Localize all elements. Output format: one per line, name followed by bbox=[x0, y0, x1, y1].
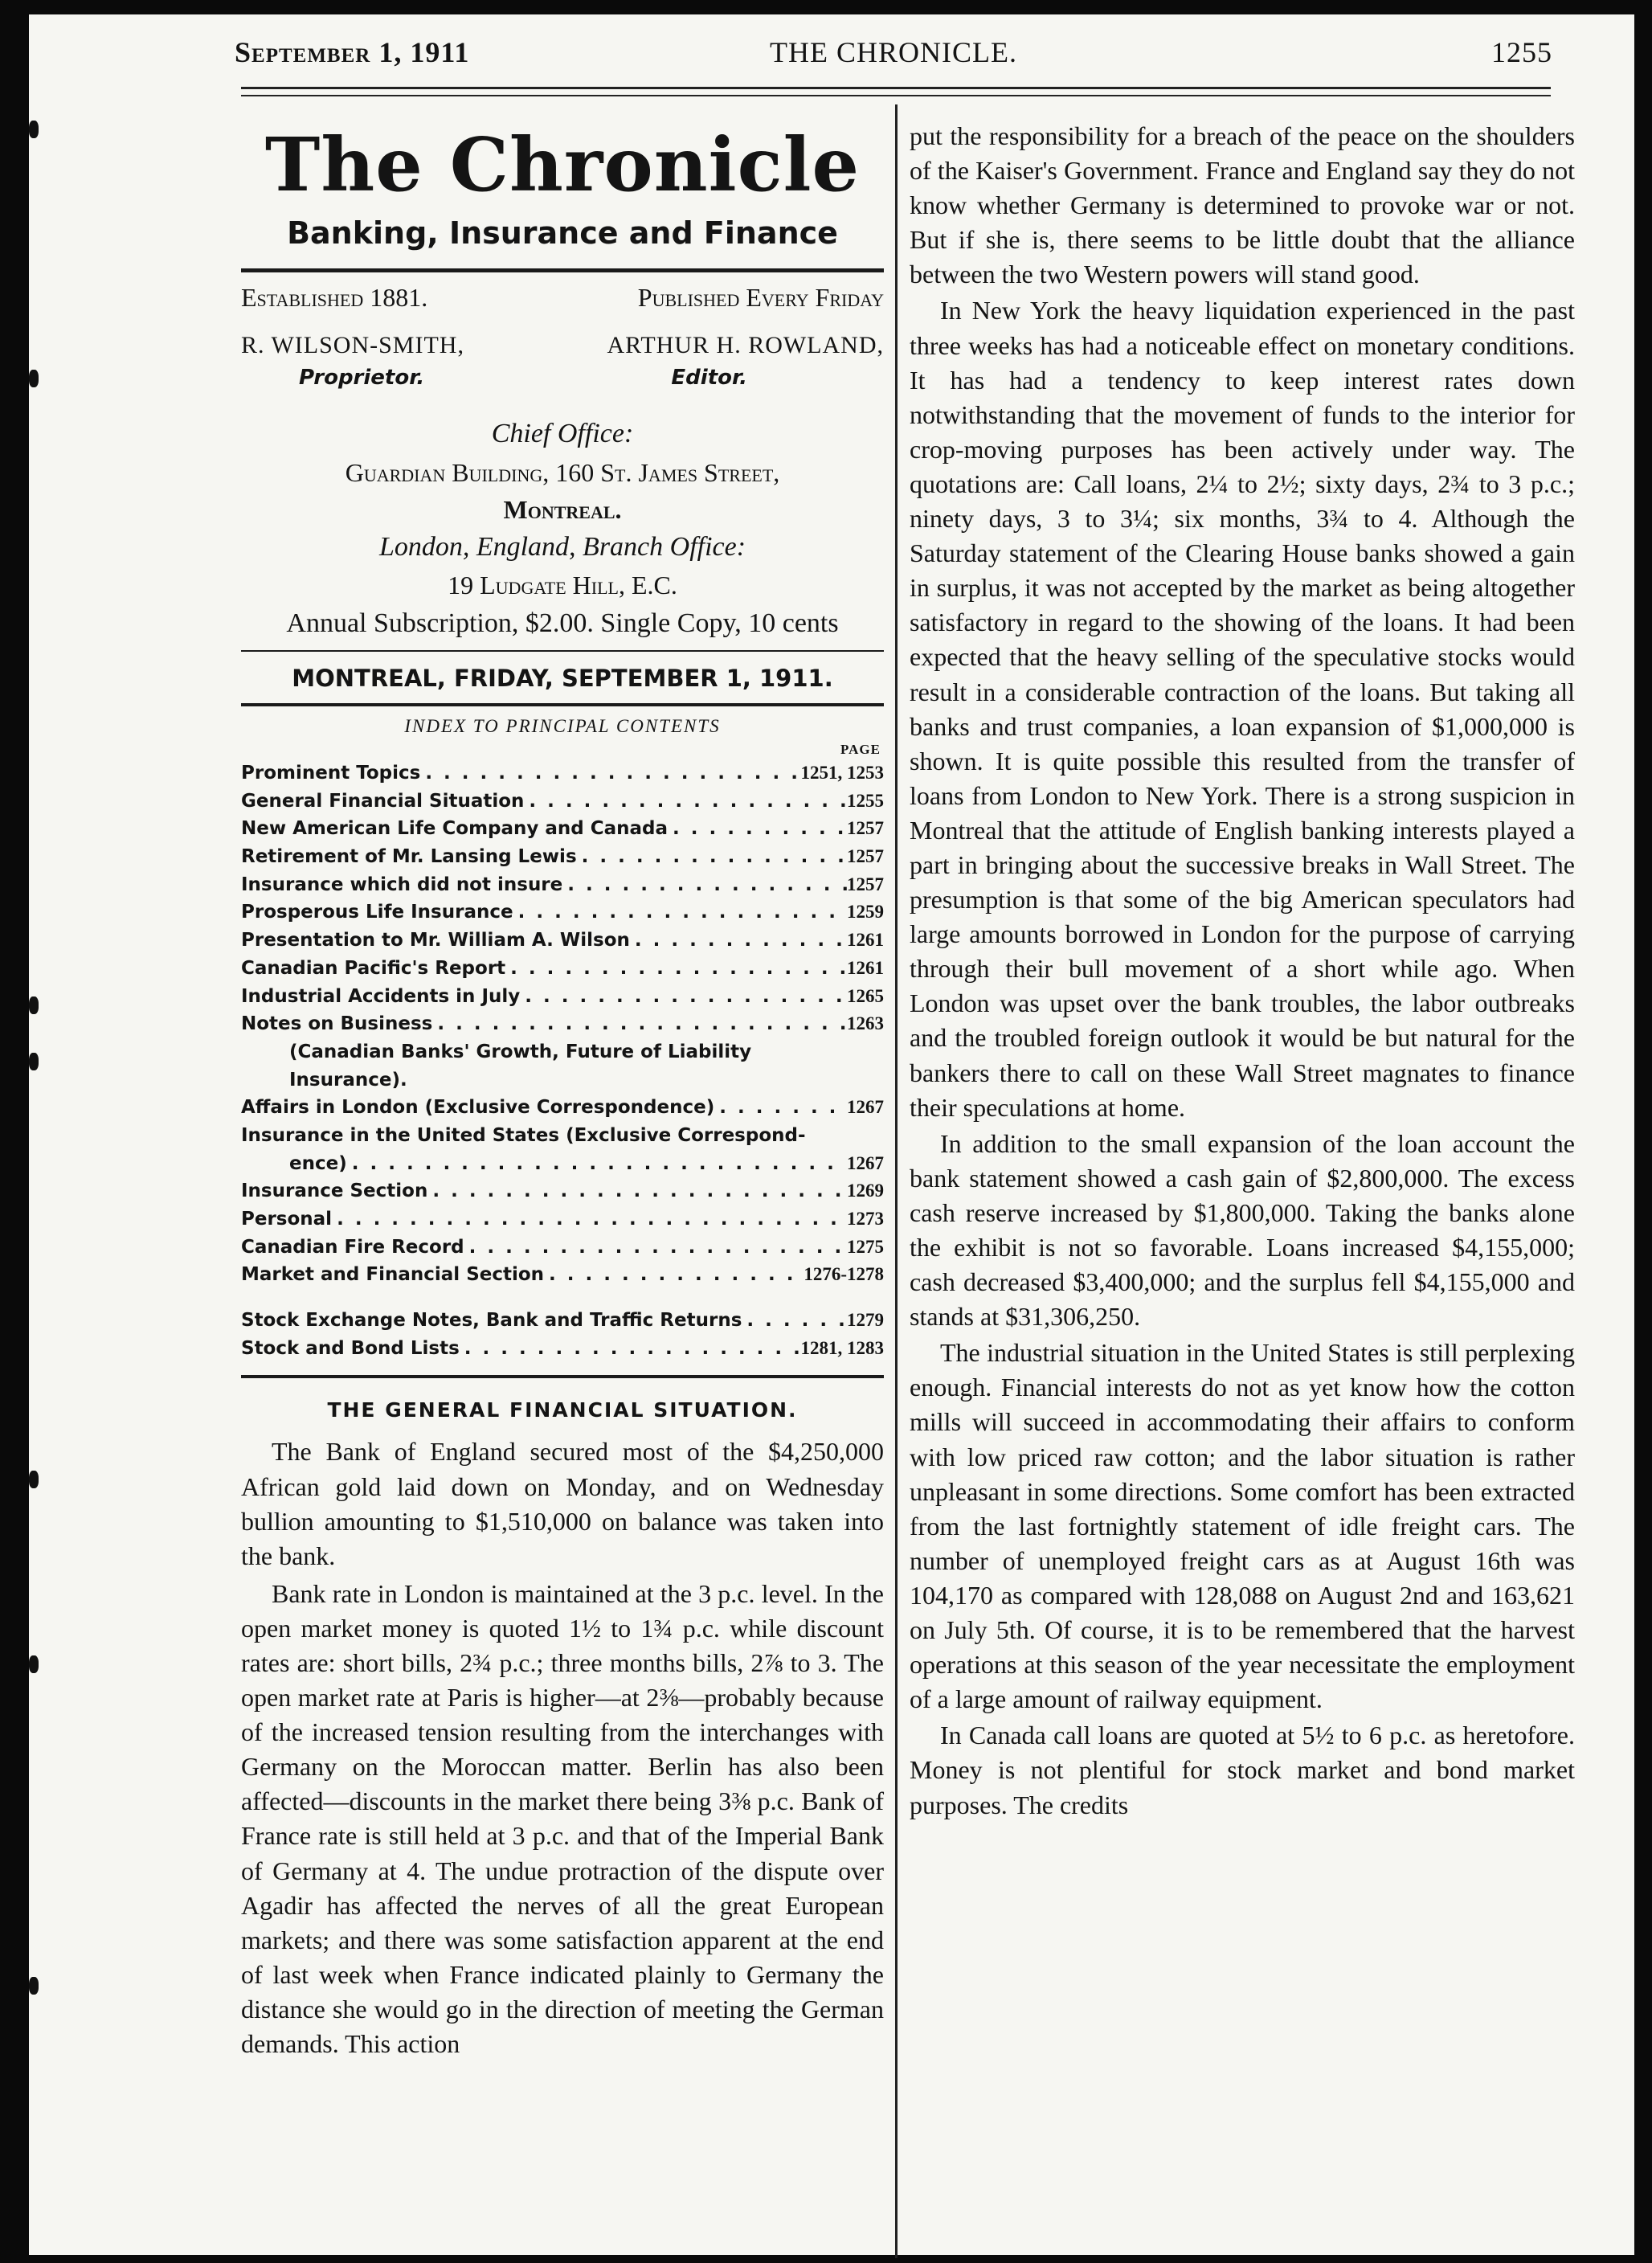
dateline-rule-bottom bbox=[241, 703, 884, 706]
published-line: Published Every Friday bbox=[637, 283, 884, 312]
article-paragraph: In addition to the small expansion of the loan account the bank statement showed a cash gain of $2,800,000. The excess cash reserve increased by $1,800,000. Taking the banks alone the exhibit is not so favorable. Loans increased $4,155,000; cash decreased $3,400,000; and the surplus fell $4,155,000 and stands at $31,306,250. bbox=[910, 1128, 1575, 1332]
index-entry: General Financial Situation . . . 1255 bbox=[241, 788, 884, 816]
editor-name: ARTHUR H. ROWLAND, bbox=[607, 332, 884, 358]
index-entry: New American Life Company and Canada . . . 1257 bbox=[241, 815, 884, 843]
index-list bbox=[241, 759, 884, 1362]
masthead-rule bbox=[241, 268, 884, 272]
header-rule-bottom bbox=[241, 95, 1551, 96]
chief-office-label: Chief Office: bbox=[491, 419, 634, 448]
index-entry: Prominent Topics . . . 1251, 1253 bbox=[241, 759, 884, 788]
branch-office-label: London, England, Branch Office: bbox=[378, 532, 746, 562]
article-paragraph: In New York the heavy liquidation experienced in the past three weeks has had a noticeable effect on monetary conditions. It has had a tendency to keep interest rates down notwithstanding that the movement of funds to the interior for crop-moving purposes has been actively under way. The quotations are: Call loans, 2¼ to 2½; sixty days, 2¾ to 3 p.c.; ninety days, 3 to 3¼; six months, 3¾ to 4. Although the Saturday statement of the Clearing House banks showed a gain in surplus, it was not accepted by the market as being altogether satisfactory in regard to the showing of the loans. It had been expected that the heavy selling of the speculative stocks would result in a considerable contraction of the loans. But taking all banks and trust companies, a loan expansion of $1,000,000 is shown. It is quite possible this resulted from the transfer of loans from London to New York. There is a strong suspicion in Montreal that the attitude of English banking interests played a part in bringing about the successive breaks in Wall Street. The presumption is that some of the big American speculators had large amounts borrowed in London for the purpose of carrying through their bull movement of a short while ago. When London was upset over the bank troubles, the labor outbreaks and the troubled foreign outlook it would be but natural for the bankers there to call on these Wall Street magnates to finance their speculations at home. bbox=[910, 296, 1575, 1122]
index-entry: Insurance which did not insure . . . 1257 bbox=[241, 871, 884, 899]
index-spacer bbox=[241, 1289, 884, 1307]
index-entry: Personal . . . 1273 bbox=[241, 1205, 884, 1234]
binding-marks bbox=[29, 104, 40, 2114]
index-entry: Affairs in London (Exclusive Correspondence) . . . 1267 bbox=[241, 1094, 884, 1122]
publication-info bbox=[241, 279, 884, 316]
editor-role: Editor. bbox=[671, 366, 747, 390]
index-entry: ence) . . . 1267 bbox=[241, 1150, 884, 1178]
proprietor-role: Proprietor. bbox=[299, 366, 425, 390]
chief-office-address: Guardian Building, 160 St. James Street, bbox=[345, 458, 780, 487]
index-entry: Retirement of Mr. Lansing Lewis . . . 1257 bbox=[241, 843, 884, 871]
scan-border-bottom bbox=[0, 2255, 1652, 2263]
right-column bbox=[910, 119, 1575, 1824]
article-paragraph: The Bank of England secured most of the $4,250,000 African gold laid down on Monday, and on Wednesday bullion amounting to $1,510,000 on balance was taken into the bank. bbox=[241, 1437, 884, 1570]
index-page-label: PAGE bbox=[840, 742, 881, 757]
scan-border-left bbox=[0, 0, 29, 2263]
article-paragraph: Bank rate in London is maintained at the 3 p.c. level. In the open market money is quoted 1½ to 1¾ p.c. while discount rates are: short bills, 2¾ p.c.; three months bills, 2⅞ to 3. The open market rate at Paris is higher—at 2⅜—probably because of the increased tension resulting from the interchanges with Germany on the Moroccan matter. Berlin has also been affected—discounts in the market there being 3⅜ p.c. Bank of France rate is still held at 3 p.c. and that of the Imperial Bank of Germany at 4. The undue protraction of the dispute over Agadir has affected the nerves of all the great European markets; and there was some satisfaction apparent at the end of last week when France indicated plainly to Germany the distance she would go in the direction of meeting the German demands. This action bbox=[241, 1578, 884, 2059]
column-rule bbox=[895, 104, 898, 2258]
scan-border-top bbox=[0, 0, 1652, 14]
masthead-title: The Chronicle bbox=[264, 121, 861, 208]
article-paragraph: In Canada call loans are quoted at 5½ to 6 p.c. as heretofore. Money is not plentiful for stock market and bond market purposes. The credits bbox=[910, 1721, 1575, 1819]
proprietor-name: R. WILSON-SMITH, bbox=[241, 332, 464, 358]
index-entry: Presentation to Mr. William A. Wilson . . . 1261 bbox=[241, 927, 884, 955]
index-entry: Industrial Accidents in July . . . 1265 bbox=[241, 983, 884, 1011]
index-entry-continuation: (Canadian Banks' Growth, Future of Liability bbox=[289, 1041, 752, 1062]
staff-names bbox=[241, 327, 884, 364]
dateline: MONTREAL, FRIDAY, SEPTEMBER 1, 1911. bbox=[292, 665, 833, 692]
scan-border-right bbox=[1634, 0, 1652, 2263]
chief-office-city: Montreal. bbox=[503, 495, 622, 524]
dateline-rule-top bbox=[241, 650, 884, 652]
index-entry: Market and Financial Section . . . 1276-1278 bbox=[241, 1261, 884, 1289]
index-entry: Prosperous Life Insurance . . . 1259 bbox=[241, 898, 884, 927]
index-entry: Canadian Fire Record . . . 1275 bbox=[241, 1234, 884, 1262]
masthead-subtitle: Banking, Insurance and Finance bbox=[287, 215, 838, 251]
index-entry: Stock Exchange Notes, Bank and Traffic Returns . . . 1279 bbox=[241, 1307, 884, 1335]
index-entry: Notes on Business . . . 1263 bbox=[241, 1010, 884, 1038]
header-rule-top bbox=[241, 87, 1551, 89]
article-paragraph: put the responsibility for a breach of the peace on the shoulders of the Kaiser's Government. France and England say they do not know whether Germany is determined to provoke war or not. But if she is, there seems to be little doubt that the alliance between the two Western powers will stand good. bbox=[910, 121, 1575, 289]
running-head-page-number: 1255 bbox=[1491, 36, 1552, 68]
article-paragraph: The industrial situation in the United States is still perplexing enough. Financial interests do not as yet know how the cotton mills will succeed in accommodating their affairs to conform with low priced raw cotton; and the labor situation is rather unpleasant in some directions. Some comfort has been extracted from the last fortnightly statement of idle freight cars. The number of unemployed freight cars as at August 16th was 104,170 as compared with 128,088 on August 2nd and 163,621 on July 5th. Of course, it is to be remembered that the harvest operations at this season of the year necessitate the employment of a large amount of railway equipment. bbox=[910, 1338, 1575, 1714]
subscription-line: Annual Subscription, $2.00. Single Copy, 10 cents bbox=[286, 608, 839, 638]
running-head bbox=[235, 35, 1552, 80]
left-column bbox=[241, 121, 884, 2065]
index-entry: Insurance in the United States (Exclusive Correspond- bbox=[241, 1124, 806, 1146]
index-entry: Canadian Pacific's Report . . . 1261 bbox=[241, 955, 884, 983]
branch-office-address: 19 Ludgate Hill, E.C. bbox=[448, 571, 677, 600]
index-heading: INDEX TO PRINCIPAL CONTENTS bbox=[404, 716, 721, 736]
article-heading: THE GENERAL FINANCIAL SITUATION. bbox=[327, 1398, 798, 1422]
running-head-date: September 1, 1911 bbox=[235, 36, 470, 68]
running-head-title: THE CHRONICLE. bbox=[770, 36, 1017, 68]
index-rule-bottom bbox=[241, 1375, 884, 1378]
index-entry-continuation: Insurance). bbox=[289, 1069, 407, 1091]
index-entry: Stock and Bond Lists . . . 1281, 1283 bbox=[241, 1335, 884, 1363]
index-entry: Insurance Section . . . 1269 bbox=[241, 1177, 884, 1205]
established-line: Established 1881. bbox=[241, 283, 428, 312]
staff-roles bbox=[241, 364, 884, 396]
